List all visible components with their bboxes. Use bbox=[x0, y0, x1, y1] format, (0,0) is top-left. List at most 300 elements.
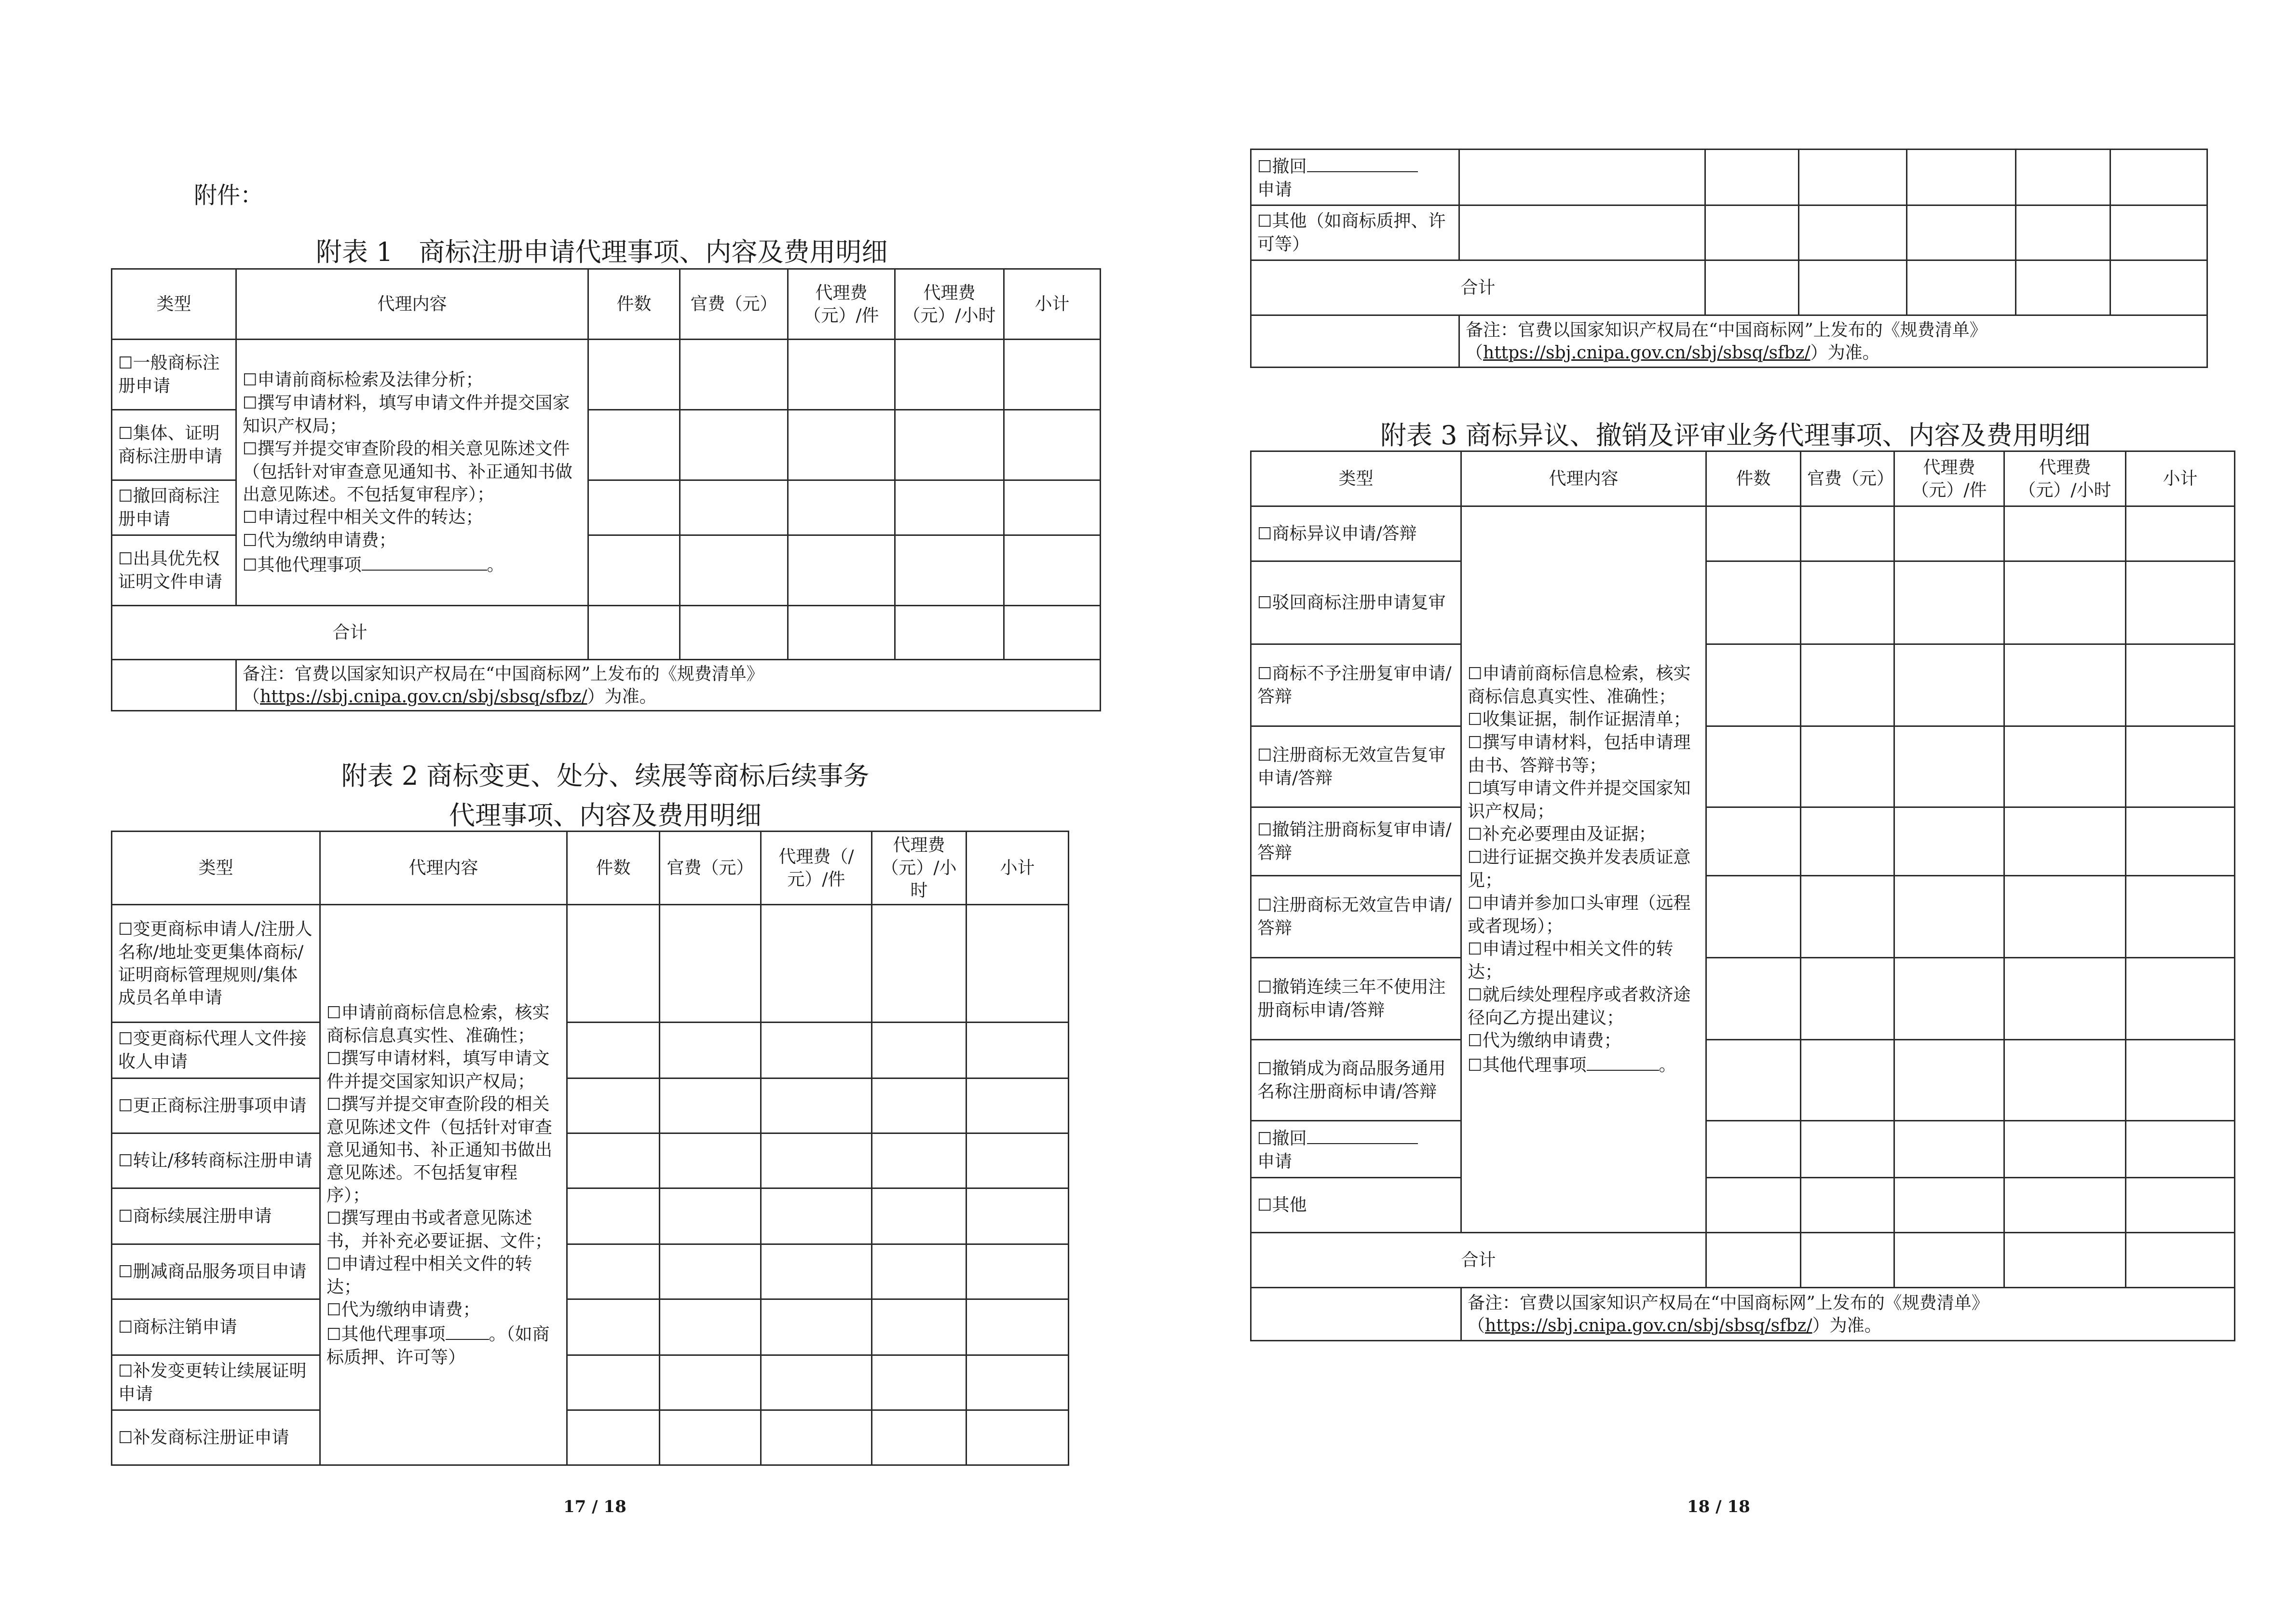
content-line: 代为缴纳申请费； bbox=[257, 530, 396, 550]
checkbox-icon[interactable]: ☐ bbox=[118, 487, 133, 506]
table2 bbox=[111, 831, 1069, 1466]
table2-title-line1: 附表 2 商标变更、处分、续展等商标后续事务 bbox=[341, 761, 870, 791]
content-line: 其他代理事项 bbox=[257, 555, 362, 575]
subtotal-cell[interactable] bbox=[967, 1410, 1069, 1465]
agency-fee-hour-cell[interactable] bbox=[2004, 807, 2126, 876]
total-row bbox=[1251, 1233, 2235, 1288]
table-row bbox=[112, 905, 1069, 1023]
blank-underline bbox=[362, 552, 487, 571]
subtotal-cell[interactable] bbox=[1004, 480, 1101, 535]
official-fee-cell[interactable] bbox=[1799, 150, 1907, 205]
agency-fee-hour-cell[interactable] bbox=[2004, 726, 2126, 807]
checkbox-icon[interactable]: ☐ bbox=[327, 1254, 341, 1274]
subtotal-cell[interactable] bbox=[2126, 1178, 2235, 1233]
table-row bbox=[1251, 958, 2235, 1040]
agency-fee-piece-cell[interactable] bbox=[1907, 150, 2016, 205]
count-cell[interactable] bbox=[567, 1355, 660, 1410]
note-prefix: 备注：官费以国家知识产权局在“中国商标网”上发布的《规费清单》（ bbox=[243, 664, 764, 707]
content-cell[interactable] bbox=[1459, 205, 1705, 260]
row-type-cell bbox=[112, 1078, 320, 1133]
checkbox-icon[interactable]: ☐ bbox=[327, 1049, 341, 1068]
note-cell bbox=[1459, 315, 2207, 368]
agency-fee-piece-cell[interactable] bbox=[761, 1410, 872, 1465]
checkbox-icon[interactable]: ☐ bbox=[327, 1208, 341, 1228]
checkbox-icon[interactable]: ☐ bbox=[327, 1324, 341, 1344]
th-type: 类型 bbox=[1251, 451, 1461, 506]
checkbox-icon[interactable]: ☐ bbox=[243, 439, 258, 459]
note-link[interactable]: https://sbj.cnipa.gov.cn/sbj/sbsq/sfbz/ bbox=[260, 686, 587, 707]
content-line: 补充必要理由及证据； bbox=[1482, 824, 1656, 844]
agency-fee-hour-cell[interactable] bbox=[872, 1133, 967, 1188]
th-type: 类型 bbox=[112, 832, 320, 905]
checkbox-icon[interactable]: ☐ bbox=[1257, 1129, 1272, 1148]
checkbox-icon[interactable]: ☐ bbox=[118, 1428, 133, 1447]
agency-fee-piece-cell[interactable] bbox=[1894, 561, 2004, 644]
count-cell[interactable] bbox=[567, 1188, 660, 1244]
count-cell[interactable] bbox=[588, 606, 680, 660]
content-line: 填写申请文件并提交国家知识产权局； bbox=[1468, 778, 1691, 821]
row-type-label: 变更商标代理人文件接收人申请 bbox=[118, 1029, 307, 1072]
subtotal-cell[interactable] bbox=[967, 1188, 1069, 1244]
row-type-label: 撤回 bbox=[1272, 156, 1307, 177]
th-content: 代理内容 bbox=[320, 832, 567, 905]
agency-fee-hour-cell[interactable] bbox=[872, 905, 967, 1023]
table-row bbox=[112, 340, 1101, 410]
agency-fee-hour-cell[interactable] bbox=[2004, 876, 2126, 958]
checkbox-icon[interactable]: ☐ bbox=[1468, 1055, 1483, 1075]
count-cell[interactable] bbox=[1705, 150, 1799, 205]
checkbox-icon[interactable]: ☐ bbox=[1257, 212, 1272, 231]
official-fee-cell[interactable] bbox=[1801, 506, 1894, 561]
count-cell[interactable] bbox=[1705, 205, 1799, 260]
row-type-label: 注册商标无效宣告申请/答辩 bbox=[1257, 895, 1452, 938]
official-fee-cell[interactable] bbox=[680, 535, 788, 606]
row-type-label: 商标续展注册申请 bbox=[133, 1206, 272, 1226]
blank-underline bbox=[1307, 154, 1418, 172]
official-fee-cell[interactable] bbox=[1801, 1040, 1894, 1121]
count-cell[interactable] bbox=[567, 1023, 660, 1078]
checkbox-icon[interactable]: ☐ bbox=[118, 1317, 133, 1337]
note-spacer bbox=[1251, 1288, 1461, 1341]
table-row bbox=[1251, 205, 2207, 260]
subtotal-cell[interactable] bbox=[2126, 561, 2235, 644]
table2-title-line2: 代理事项、内容及费用明细 bbox=[449, 800, 762, 831]
agency-fee-piece-cell[interactable] bbox=[1894, 1178, 2004, 1233]
agency-fee-piece-cell[interactable] bbox=[761, 1299, 872, 1355]
agency-fee-piece-cell[interactable] bbox=[788, 410, 895, 480]
row-type-cell bbox=[112, 905, 320, 1023]
count-cell[interactable] bbox=[1706, 726, 1801, 807]
count-cell[interactable] bbox=[567, 1299, 660, 1355]
subtotal-cell[interactable] bbox=[2126, 644, 2235, 726]
agency-fee-hour-cell[interactable] bbox=[872, 1410, 967, 1465]
checkbox-icon[interactable]: ☐ bbox=[243, 393, 258, 413]
count-cell[interactable] bbox=[1706, 1040, 1801, 1121]
attachment-label: 附件： bbox=[194, 182, 264, 209]
note-suffix: ）为准。 bbox=[587, 686, 657, 707]
checkbox-icon[interactable]: ☐ bbox=[243, 531, 258, 550]
checkbox-icon[interactable]: ☐ bbox=[118, 1262, 133, 1282]
checkbox-icon[interactable]: ☐ bbox=[1257, 157, 1272, 177]
total-label: 合计 bbox=[1251, 260, 1705, 315]
agency-fee-piece-cell[interactable] bbox=[1894, 1233, 2004, 1288]
note-spacer bbox=[1251, 315, 1459, 368]
agency-fee-hour-cell[interactable] bbox=[2004, 1233, 2126, 1288]
agency-fee-piece-cell[interactable] bbox=[788, 480, 895, 535]
row-type-cell bbox=[1251, 644, 1461, 726]
subtotal-cell[interactable] bbox=[2126, 1233, 2235, 1288]
official-fee-cell[interactable] bbox=[680, 480, 788, 535]
table3 bbox=[1250, 450, 2235, 1341]
checkbox-icon[interactable]: ☐ bbox=[1468, 824, 1483, 844]
table-row bbox=[112, 1299, 1069, 1355]
subtotal-cell[interactable] bbox=[2126, 506, 2235, 561]
th-content: 代理内容 bbox=[236, 269, 588, 340]
checkbox-icon[interactable]: ☐ bbox=[1468, 733, 1483, 752]
agency-fee-piece-cell[interactable] bbox=[788, 535, 895, 606]
content-line: 代为缴纳申请费； bbox=[341, 1299, 480, 1320]
count-cell[interactable] bbox=[1706, 1121, 1801, 1178]
count-cell[interactable] bbox=[1706, 1178, 1801, 1233]
row-type-label: 其他 bbox=[1272, 1195, 1307, 1215]
checkbox-icon[interactable]: ☐ bbox=[118, 920, 133, 939]
th-agency-fee-piece: 代理费（元）/件 bbox=[788, 269, 895, 340]
agency-fee-hour-cell[interactable] bbox=[895, 606, 1004, 660]
official-fee-cell[interactable] bbox=[660, 1133, 761, 1188]
official-fee-cell[interactable] bbox=[660, 1188, 761, 1244]
official-fee-cell[interactable] bbox=[1801, 958, 1894, 1040]
row-type-cell bbox=[112, 1133, 320, 1188]
row-type-cell bbox=[1251, 876, 1461, 958]
checkbox-icon[interactable]: ☐ bbox=[1257, 978, 1272, 997]
total-label: 合计 bbox=[112, 606, 588, 660]
row-type-label: 更正商标注册事项申请 bbox=[133, 1095, 307, 1116]
count-cell[interactable] bbox=[567, 1244, 660, 1299]
agency-fee-hour-cell[interactable] bbox=[2004, 1040, 2126, 1121]
th-official-fee: 官费（元） bbox=[660, 832, 761, 905]
agency-fee-hour-cell[interactable] bbox=[2016, 260, 2110, 315]
th-type: 类型 bbox=[112, 269, 236, 340]
content-line: 申请前商标信息检索，核实商标信息真实性、准确性； bbox=[1468, 663, 1691, 707]
table-row bbox=[1251, 1178, 2235, 1233]
count-cell[interactable] bbox=[1706, 644, 1801, 726]
table-row bbox=[1251, 876, 2235, 958]
agency-fee-hour-cell[interactable] bbox=[2004, 506, 2126, 561]
official-fee-cell[interactable] bbox=[1799, 205, 1907, 260]
row-type-label: 商标注销申请 bbox=[133, 1317, 237, 1337]
agency-fee-hour-cell[interactable] bbox=[2004, 644, 2126, 726]
subtotal-cell[interactable] bbox=[1004, 410, 1101, 480]
subtotal-cell[interactable] bbox=[967, 1244, 1069, 1299]
official-fee-cell[interactable] bbox=[1801, 1178, 1894, 1233]
agency-fee-hour-cell[interactable] bbox=[895, 480, 1004, 535]
row-type-label: 撤回 bbox=[1272, 1128, 1307, 1148]
agency-fee-hour-cell[interactable] bbox=[872, 1244, 967, 1299]
agency-fee-hour-cell[interactable] bbox=[872, 1299, 967, 1355]
official-fee-cell[interactable] bbox=[1799, 260, 1907, 315]
content-line: 代为缴纳申请费； bbox=[1482, 1030, 1621, 1051]
agency-fee-piece-cell[interactable] bbox=[761, 1023, 872, 1078]
agency-fee-piece-cell[interactable] bbox=[1907, 260, 2016, 315]
official-fee-cell[interactable] bbox=[660, 1078, 761, 1133]
checkbox-icon[interactable]: ☐ bbox=[118, 1029, 133, 1049]
note-cell bbox=[236, 660, 1101, 711]
checkbox-icon[interactable]: ☐ bbox=[1257, 746, 1272, 765]
table-row bbox=[1251, 726, 2235, 807]
table-row bbox=[112, 1244, 1069, 1299]
checkbox-icon[interactable]: ☐ bbox=[327, 1094, 341, 1114]
official-fee-cell[interactable] bbox=[1801, 876, 1894, 958]
content-line: 。 bbox=[1659, 1055, 1676, 1075]
checkbox-icon[interactable]: ☐ bbox=[1257, 896, 1272, 915]
content-line: 撰写理由书或者意见陈述书，并补充必要证据、文件； bbox=[327, 1208, 553, 1251]
official-fee-cell[interactable] bbox=[1801, 726, 1894, 807]
subtotal-cell[interactable] bbox=[1004, 340, 1101, 410]
agency-fee-piece-cell[interactable] bbox=[761, 1133, 872, 1188]
checkbox-icon[interactable]: ☐ bbox=[1468, 939, 1483, 959]
page-number-left: 17 / 18 bbox=[563, 1497, 626, 1516]
row-type-label: 变更商标申请人/注册人名称/地址变更集体商标/证明商标管理规则/集体成员名单申请 bbox=[118, 919, 313, 1008]
checkbox-icon[interactable]: ☐ bbox=[243, 507, 258, 527]
table3-header-row bbox=[1251, 451, 2235, 506]
agency-fee-piece-cell[interactable] bbox=[761, 1355, 872, 1410]
note-spacer bbox=[112, 660, 236, 711]
row-type-label: 驳回商标注册申请复审 bbox=[1272, 592, 1446, 613]
official-fee-cell[interactable] bbox=[680, 340, 788, 410]
checkbox-icon[interactable]: ☐ bbox=[118, 1206, 133, 1226]
count-cell[interactable] bbox=[567, 905, 660, 1023]
subtotal-cell[interactable] bbox=[967, 1078, 1069, 1133]
checkbox-icon[interactable]: ☐ bbox=[118, 354, 133, 373]
checkbox-icon[interactable]: ☐ bbox=[1468, 664, 1483, 683]
official-fee-cell[interactable] bbox=[660, 1299, 761, 1355]
table1-title: 附表 1 商标注册申请代理事项、内容及费用明细 bbox=[316, 237, 888, 267]
count-cell[interactable] bbox=[588, 535, 680, 606]
note-link[interactable]: https://sbj.cnipa.gov.cn/sbj/sbsq/sfbz/ bbox=[1483, 342, 1811, 363]
official-fee-cell[interactable] bbox=[680, 606, 788, 660]
row-type-label: 补发商标注册证申请 bbox=[133, 1427, 289, 1447]
th-agency-fee-hour: 代理费（元）/小时 bbox=[872, 832, 967, 905]
table-row bbox=[1251, 506, 2235, 561]
checkbox-icon[interactable]: ☐ bbox=[243, 370, 258, 390]
official-fee-cell[interactable] bbox=[1801, 561, 1894, 644]
subtotal-cell[interactable] bbox=[2126, 1121, 2235, 1178]
checkbox-icon[interactable]: ☐ bbox=[118, 1151, 133, 1171]
checkbox-icon[interactable]: ☐ bbox=[118, 424, 133, 443]
agency-fee-hour-cell[interactable] bbox=[872, 1188, 967, 1244]
count-cell[interactable] bbox=[1706, 506, 1801, 561]
agency-fee-piece-cell[interactable] bbox=[1894, 1040, 2004, 1121]
count-cell[interactable] bbox=[567, 1133, 660, 1188]
agency-fee-piece-cell[interactable] bbox=[761, 1078, 872, 1133]
content-line: 申请前商标信息检索，核实商标信息真实性、准确性； bbox=[327, 1002, 550, 1046]
count-cell[interactable] bbox=[567, 1410, 660, 1465]
subtotal-cell[interactable] bbox=[967, 1023, 1069, 1078]
total-row bbox=[1251, 260, 2207, 315]
content-line: 撰写并提交审查阶段的相关意见陈述文件（包括针对审查意见通知书、补正通知书做出意见陈述。不包括复审程序）； bbox=[327, 1094, 553, 1205]
table-row bbox=[1251, 644, 2235, 726]
agency-fee-piece-cell[interactable] bbox=[1907, 205, 2016, 260]
official-fee-cell[interactable] bbox=[660, 905, 761, 1023]
th-count: 件数 bbox=[588, 269, 680, 340]
checkbox-icon[interactable]: ☐ bbox=[243, 555, 258, 575]
official-fee-cell[interactable] bbox=[660, 1410, 761, 1465]
agency-fee-piece-cell[interactable] bbox=[761, 1244, 872, 1299]
count-cell[interactable] bbox=[567, 1078, 660, 1133]
content-line: 其他代理事项 bbox=[341, 1324, 446, 1344]
agency-fee-hour-cell[interactable] bbox=[2004, 561, 2126, 644]
row-type-cell bbox=[112, 1355, 320, 1410]
checkbox-icon[interactable]: ☐ bbox=[118, 1362, 133, 1381]
blank-underline bbox=[1587, 1052, 1659, 1071]
subtotal-cell[interactable] bbox=[1004, 606, 1101, 660]
agency-fee-hour-cell[interactable] bbox=[872, 1355, 967, 1410]
content-line: 其他代理事项 bbox=[1482, 1055, 1587, 1075]
row-type-label: 商标不予注册复审申请/答辩 bbox=[1257, 664, 1452, 707]
row-type-cell bbox=[1251, 205, 1459, 260]
checkbox-icon[interactable]: ☐ bbox=[1257, 524, 1272, 544]
official-fee-cell[interactable] bbox=[660, 1355, 761, 1410]
agency-fee-piece-cell[interactable] bbox=[788, 340, 895, 410]
count-cell[interactable] bbox=[1706, 1233, 1801, 1288]
subtotal-cell[interactable] bbox=[2126, 876, 2235, 958]
count-cell[interactable] bbox=[588, 480, 680, 535]
note-prefix: 备注：官费以国家知识产权局在“中国商标网”上发布的《规费清单》（ bbox=[1468, 1293, 1989, 1336]
agency-fee-piece-cell[interactable] bbox=[1894, 807, 2004, 876]
agency-fee-piece-cell[interactable] bbox=[1894, 644, 2004, 726]
checkbox-icon[interactable]: ☐ bbox=[1468, 847, 1483, 867]
note-row bbox=[1251, 315, 2207, 368]
agency-fee-hour-cell[interactable] bbox=[2004, 1178, 2126, 1233]
agency-fee-hour-cell[interactable] bbox=[895, 410, 1004, 480]
row-type-cell bbox=[1251, 1178, 1461, 1233]
count-cell[interactable] bbox=[588, 340, 680, 410]
table-row bbox=[112, 1023, 1069, 1078]
count-cell[interactable] bbox=[1705, 260, 1799, 315]
blank-underline bbox=[1307, 1126, 1418, 1144]
subtotal-cell[interactable] bbox=[967, 1299, 1069, 1355]
row-type-label: 集体、证明商标注册申请 bbox=[118, 423, 223, 466]
checkbox-icon[interactable]: ☐ bbox=[1257, 1195, 1272, 1215]
count-cell[interactable] bbox=[1706, 561, 1801, 644]
agency-fee-hour-cell[interactable] bbox=[2016, 150, 2110, 205]
checkbox-icon[interactable]: ☐ bbox=[1257, 593, 1272, 613]
row-type-cell bbox=[1251, 1040, 1461, 1121]
count-cell[interactable] bbox=[588, 410, 680, 480]
checkbox-icon[interactable]: ☐ bbox=[1257, 1059, 1272, 1078]
agency-fee-hour-cell[interactable] bbox=[895, 340, 1004, 410]
note-prefix: 备注：官费以国家知识产权局在“中国商标网”上发布的《规费清单》（ bbox=[1466, 320, 1987, 363]
count-cell[interactable] bbox=[1706, 958, 1801, 1040]
official-fee-cell[interactable] bbox=[660, 1023, 761, 1078]
checkbox-icon[interactable]: ☐ bbox=[118, 549, 133, 569]
th-official-fee: 官费（元） bbox=[1801, 451, 1894, 506]
total-label: 合计 bbox=[1251, 1233, 1706, 1288]
content-line: 撰写并提交审查阶段的相关意见陈述文件（包括针对审查意见通知书、补正通知书做出意见陈述。不包括复审程序）； bbox=[243, 438, 573, 505]
subtotal-cell[interactable] bbox=[1004, 535, 1101, 606]
content-line: 撰写申请材料，包括申请理由书、答辩书等； bbox=[1468, 732, 1691, 776]
th-agency-fee-hour: 代理费（元）/小时 bbox=[895, 269, 1004, 340]
th-agency-fee-piece: 代理费（元）/件 bbox=[1894, 451, 2004, 506]
content-line: 进行证据交换并发表质证意见； bbox=[1468, 847, 1691, 890]
official-fee-cell[interactable] bbox=[1801, 644, 1894, 726]
count-cell[interactable] bbox=[1706, 807, 1801, 876]
table1-header-row bbox=[112, 269, 1101, 340]
note-row bbox=[1251, 1288, 2235, 1341]
subtotal-cell[interactable] bbox=[967, 1355, 1069, 1410]
content-cell bbox=[236, 340, 588, 606]
checkbox-icon[interactable]: ☐ bbox=[1257, 820, 1272, 840]
checkbox-icon[interactable]: ☐ bbox=[1468, 893, 1483, 913]
table-row bbox=[1251, 807, 2235, 876]
agency-fee-piece-cell[interactable] bbox=[1894, 1121, 2004, 1178]
subtotal-cell[interactable] bbox=[2110, 150, 2207, 205]
content-cell[interactable] bbox=[1459, 150, 1705, 205]
official-fee-cell[interactable] bbox=[660, 1244, 761, 1299]
official-fee-cell[interactable] bbox=[1801, 1233, 1894, 1288]
agency-fee-hour-cell[interactable] bbox=[872, 1078, 967, 1133]
agency-fee-piece-cell[interactable] bbox=[1894, 506, 2004, 561]
checkbox-icon[interactable]: ☐ bbox=[1468, 710, 1483, 729]
subtotal-cell[interactable] bbox=[2126, 1040, 2235, 1121]
content-line: 撰写申请材料，填写申请文件并提交国家知识产权局； bbox=[327, 1048, 550, 1092]
agency-fee-hour-cell[interactable] bbox=[895, 535, 1004, 606]
checkbox-icon[interactable]: ☐ bbox=[1468, 1031, 1483, 1051]
checkbox-icon[interactable]: ☐ bbox=[1468, 985, 1483, 1005]
table-row bbox=[1251, 1040, 2235, 1121]
agency-fee-piece-cell[interactable] bbox=[788, 606, 895, 660]
agency-fee-hour-cell[interactable] bbox=[2016, 205, 2110, 260]
count-cell[interactable] bbox=[1706, 876, 1801, 958]
subtotal-cell[interactable] bbox=[2126, 726, 2235, 807]
th-agency-fee-piece: 代理费（/元）/件 bbox=[761, 832, 872, 905]
subtotal-cell[interactable] bbox=[967, 905, 1069, 1023]
row-type-label: 出具优先权证明文件申请 bbox=[118, 549, 223, 592]
subtotal-cell[interactable] bbox=[2126, 958, 2235, 1040]
note-link[interactable]: https://sbj.cnipa.gov.cn/sbj/sbsq/sfbz/ bbox=[1485, 1315, 1812, 1336]
row-type-label: 一般商标注册申请 bbox=[118, 353, 220, 396]
agency-fee-piece-cell[interactable] bbox=[1894, 958, 2004, 1040]
official-fee-cell[interactable] bbox=[680, 410, 788, 480]
agency-fee-hour-cell[interactable] bbox=[872, 1023, 967, 1078]
subtotal-cell[interactable] bbox=[2126, 807, 2235, 876]
agency-fee-hour-cell[interactable] bbox=[2004, 1121, 2126, 1178]
table-row bbox=[1251, 561, 2235, 644]
row-type-cell bbox=[1251, 561, 1461, 644]
content-line: 收集证据，制作证据清单； bbox=[1482, 709, 1691, 729]
checkbox-icon[interactable]: ☐ bbox=[1257, 664, 1272, 683]
subtotal-cell[interactable] bbox=[967, 1133, 1069, 1188]
content-line: 。（如商标质押、许可等） bbox=[327, 1324, 550, 1367]
agency-fee-hour-cell[interactable] bbox=[2004, 958, 2126, 1040]
agency-fee-piece-cell[interactable] bbox=[761, 905, 872, 1023]
row-type-label: 注册商标无效宣告复审申请/答辩 bbox=[1257, 745, 1446, 788]
official-fee-cell[interactable] bbox=[1801, 807, 1894, 876]
checkbox-icon[interactable]: ☐ bbox=[327, 1300, 341, 1320]
table-row bbox=[112, 1133, 1069, 1188]
subtotal-cell[interactable] bbox=[2110, 205, 2207, 260]
checkbox-icon[interactable]: ☐ bbox=[118, 1096, 133, 1116]
checkbox-icon[interactable]: ☐ bbox=[1468, 778, 1483, 798]
agency-fee-piece-cell[interactable] bbox=[1894, 726, 2004, 807]
row-type-suffix: 申请 bbox=[1257, 1151, 1293, 1172]
agency-fee-piece-cell[interactable] bbox=[761, 1188, 872, 1244]
checkbox-icon[interactable]: ☐ bbox=[327, 1003, 341, 1023]
subtotal-cell[interactable] bbox=[2110, 260, 2207, 315]
official-fee-cell[interactable] bbox=[1801, 1121, 1894, 1178]
row-type-label: 商标异议申请/答辩 bbox=[1272, 523, 1417, 544]
agency-fee-piece-cell[interactable] bbox=[1894, 876, 2004, 958]
